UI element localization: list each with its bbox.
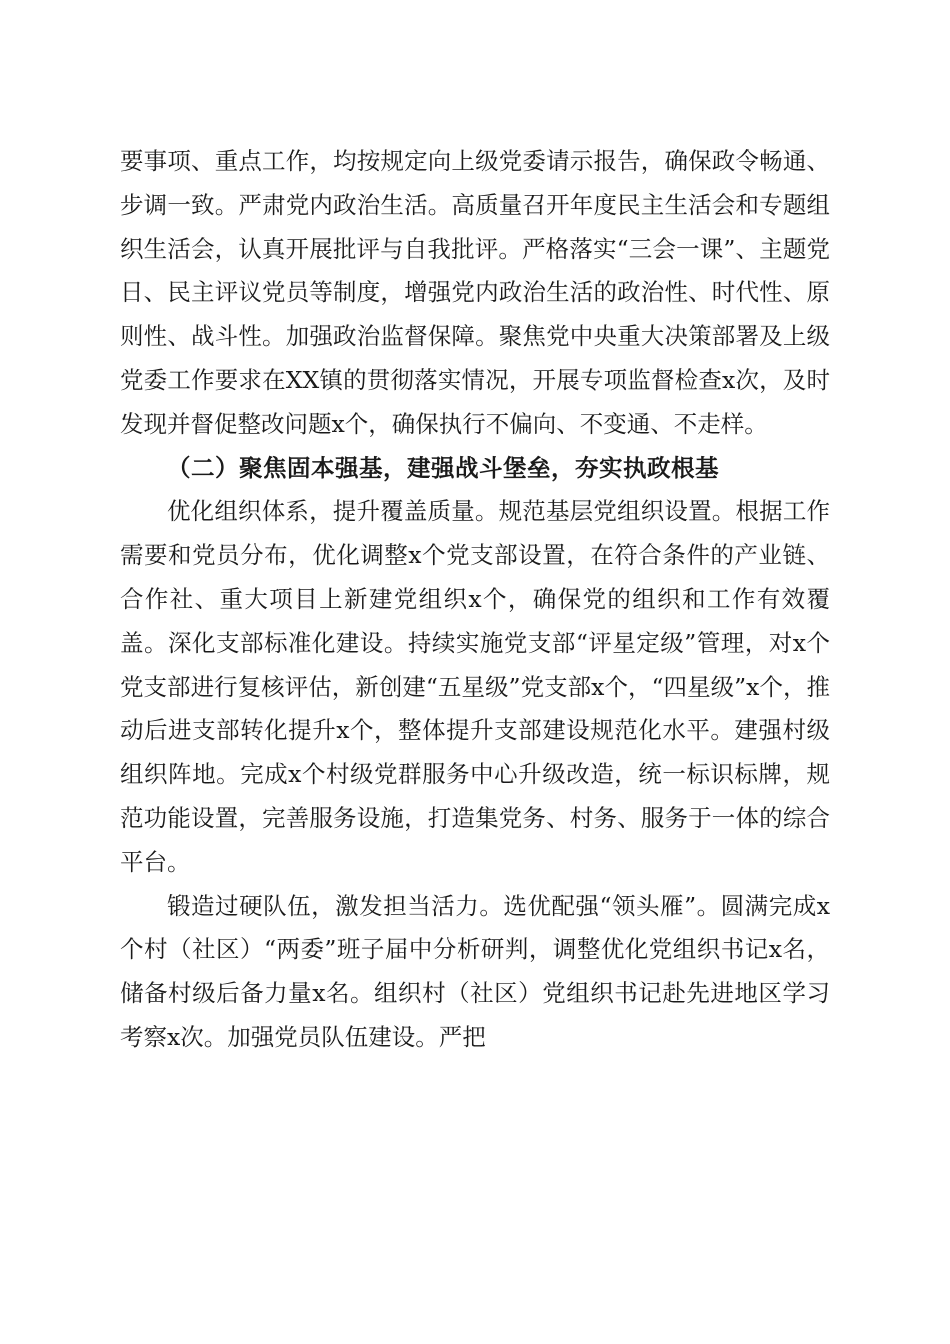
paragraph-organization-system: 优化组织体系，提升覆盖质量。规范基层党组织设置。根据工作需要和党员分布，优化调整x个党支部设置，在符合条件的产业链、合作社、重大项目上新建党组织x个，确保党的组织和工作有效覆盖。深化支部标准化建设。持续实施党支部“评星定级”管理，对x个党支部进行复核评估，新创建“五星级”党支部x个，“四星级”x个，推动后进支部转化提升x个，整体提升支部建设规范化水平。建强村级组织阵地。完成x个村级党群服务中心升级改造，统一标识标牌，规范功能设置，完善服务设施，打造集党务、村务、服务于一体的综合平台。 [120, 497, 830, 876]
document-body [120, 140, 830, 1060]
section-heading-2: （二）聚焦固本强基，建强战斗堡垒，夯实执政根基 [167, 453, 719, 482]
paragraph-political-life: 要事项、重点工作，均按规定向上级党委请示报告，确保政令畅通、步调一致。严肃党内政治生活。高质量召开年度民主生活会和专题组织生活会，认真开展批评与自我批评。严格落实“三会一课”、主题党日、民主评议党员等制度，增强党内政治生活的政治性、时代性、原则性、战斗性。加强政治监督保障。聚焦党中央重大决策部署及上级党委工作要求在XX镇的贯彻落实情况，开展专项监督检查x次，及时发现并督促整改问题x个，确保执行不偏向、不变通、不走样。 [120, 147, 830, 438]
paragraph-team-building: 锻造过硬队伍，激发担当活力。选优配强“领头雁”。圆满完成x个村（社区）“两委”班子届中分析研判，调整优化党组织书记x名，储备村级后备力量x名。组织村（社区）党组织书记赴先进地区学习考察x次。加强党员队伍建设。严把 [120, 891, 830, 1051]
